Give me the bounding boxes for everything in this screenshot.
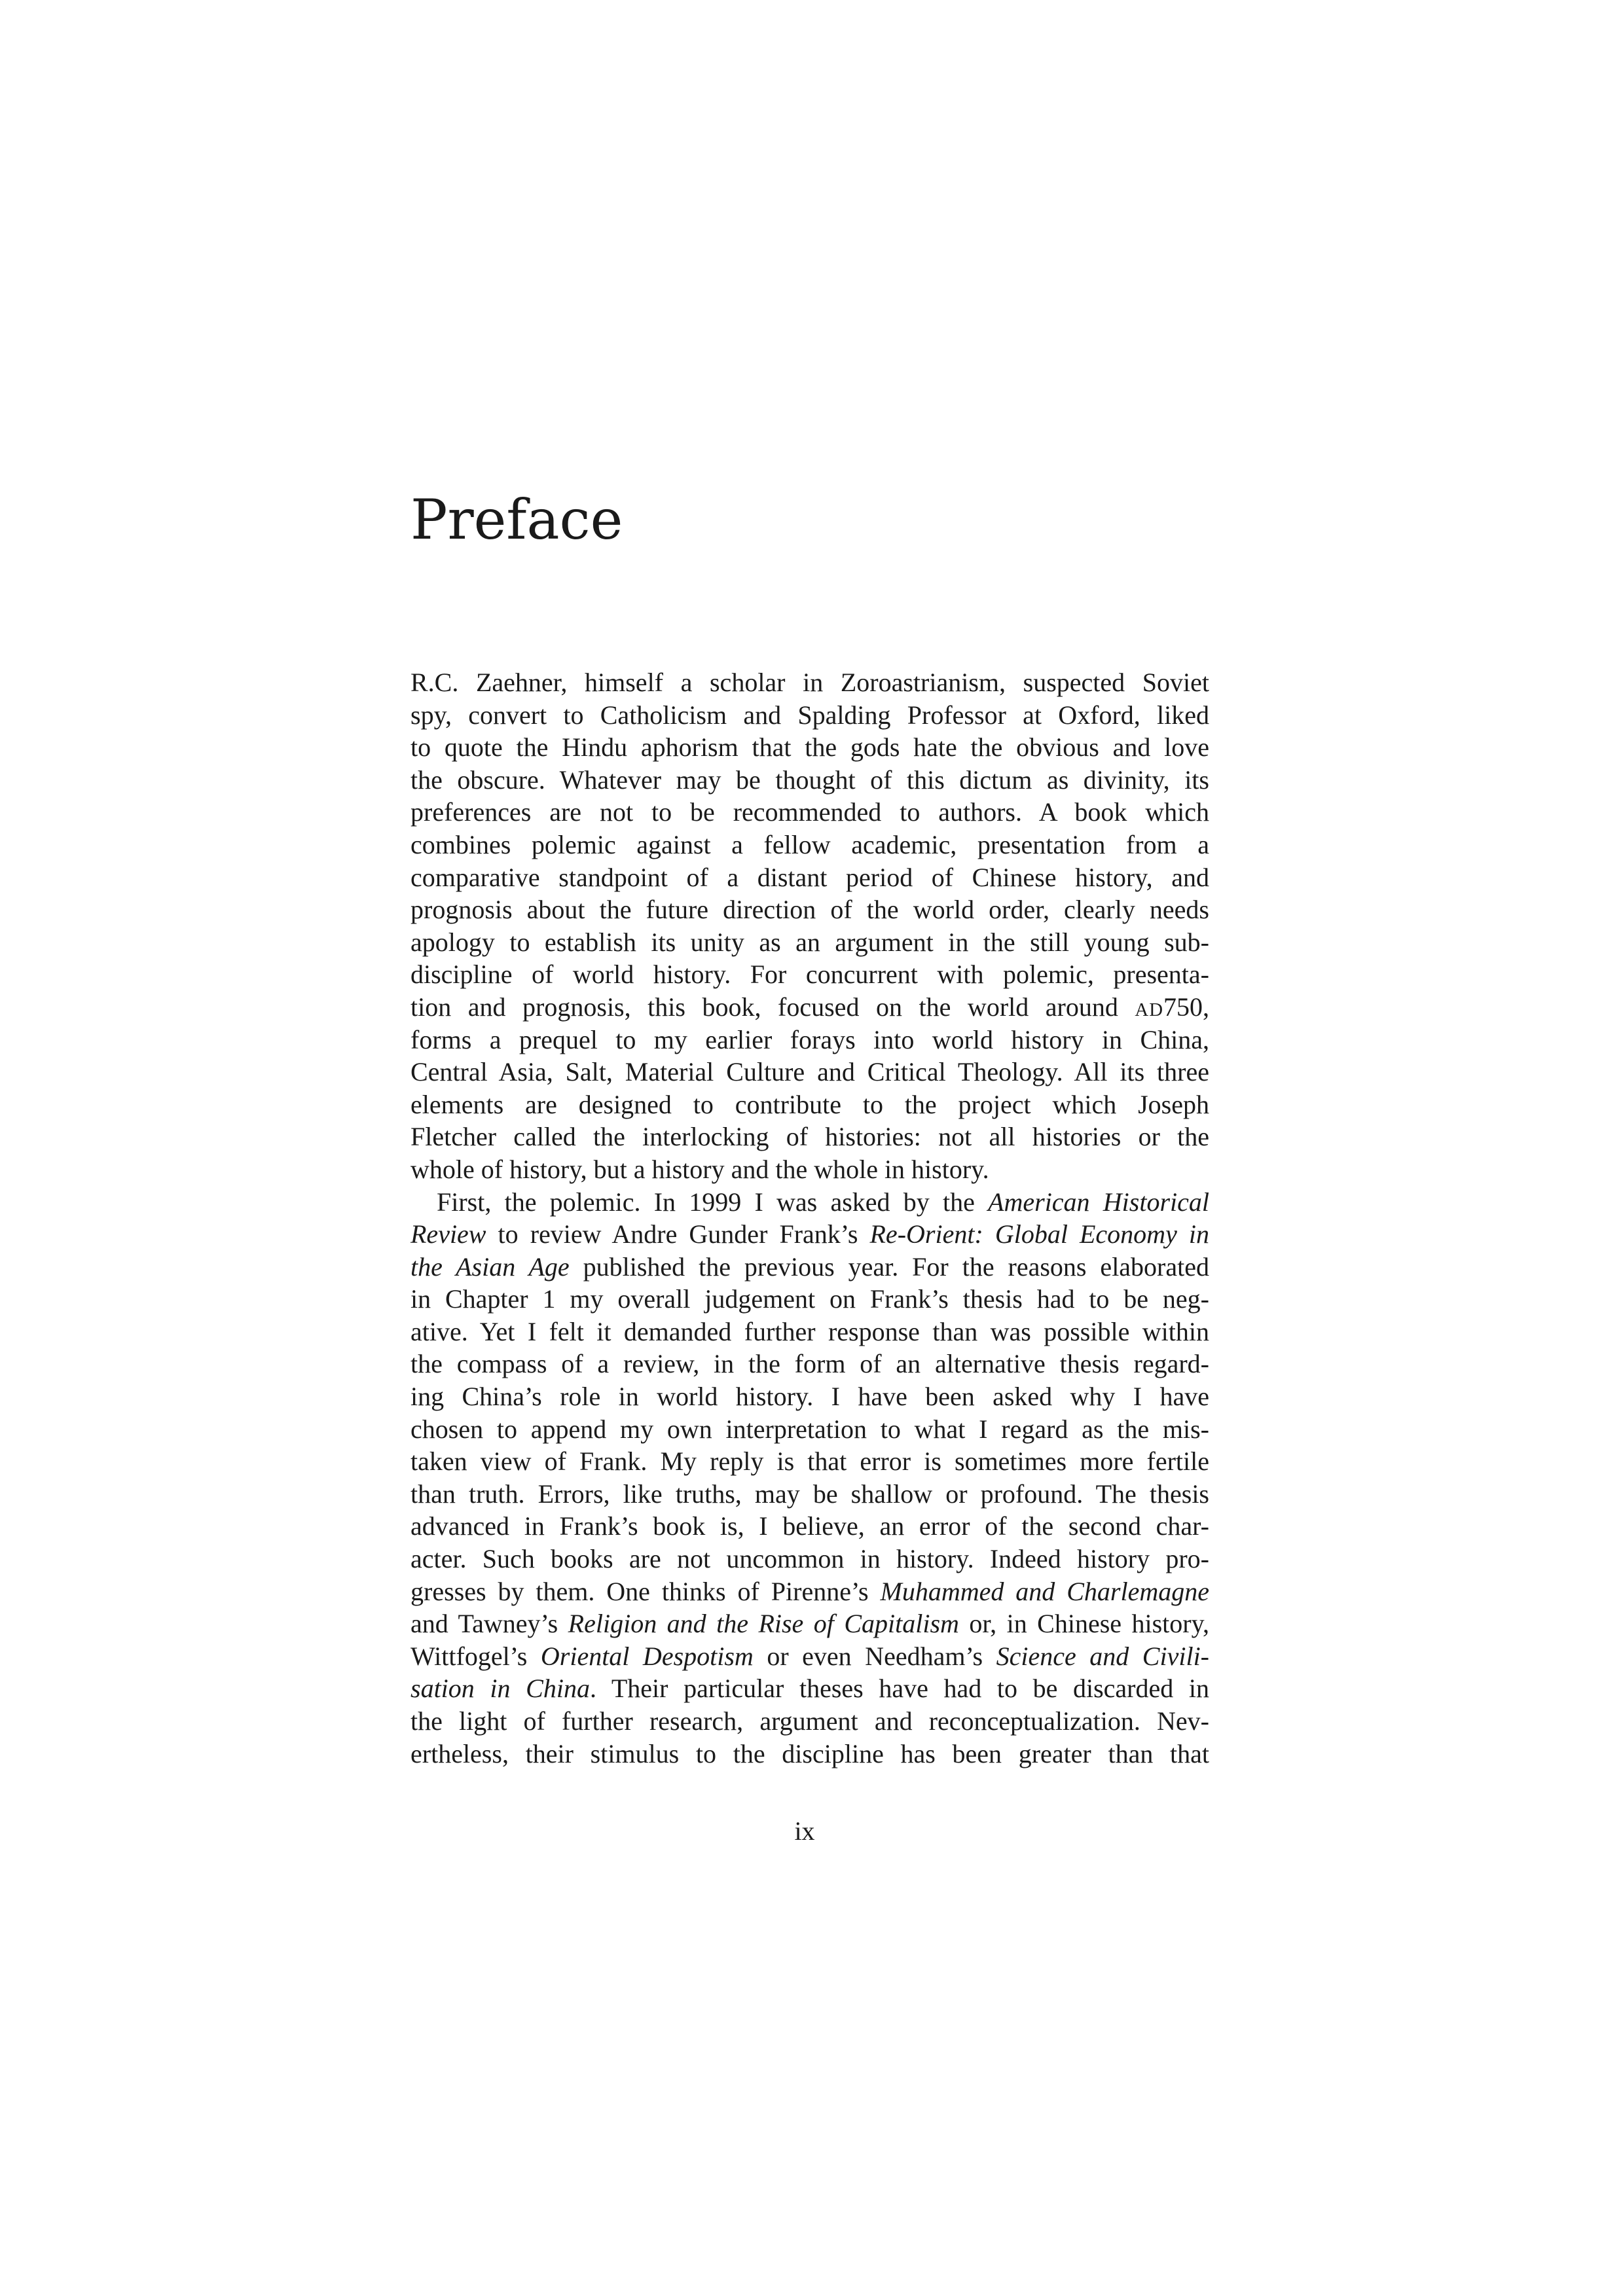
text-line: the obscure. Whatever may be thought of this dictum as divinity, its [410, 764, 1209, 795]
text-line: the compass of a review, in the form of an alternative thesis regard- [410, 1349, 1209, 1379]
text-line: comparative standpoint of a distant period of Chinese history, and [410, 862, 1209, 892]
text-line [410, 1575, 1209, 1608]
italic-title: American Historical [988, 1187, 1209, 1217]
italic-title: Religion and the Rise of Capitalism [568, 1609, 959, 1639]
text-line: in Chapter 1 my overall judgement on Frank’s thesis had to be neg- [410, 1284, 1209, 1314]
italic-title: Review [410, 1219, 486, 1249]
text-line [410, 1186, 1209, 1219]
text-line: prognosis about the future direction of the world order, clearly needs [410, 895, 1209, 925]
text-line: ertheless, their stimulus to the discipline has been greater than that [410, 1738, 1209, 1768]
text-line: taken view of Frank. My reply is that error is sometimes more fertile [410, 1446, 1209, 1477]
italic-title: Re-Orient: Global Economy in [869, 1219, 1209, 1249]
text-run: published the previous year. For the reasons elaborated [569, 1251, 1209, 1282]
text-run: or, in Chinese history, [958, 1609, 1209, 1639]
text-line: elements are designed to contribute to the project which Joseph [410, 1089, 1209, 1119]
paragraph-2 [410, 1186, 1209, 1770]
text-run: to review Andre Gunder Frank’s [486, 1219, 870, 1249]
page-number: ix [794, 1816, 815, 1846]
text-run: First, the polemic. In 1999 I was asked by the [437, 1187, 989, 1217]
text-line [410, 1251, 1209, 1283]
body-text [410, 666, 1209, 1770]
text-line: Fletcher called the interlocking of histories: not all histories or the [410, 1122, 1209, 1152]
text-line [410, 1607, 1209, 1640]
paragraph-1 [410, 666, 1209, 1186]
text-line: to quote the Hindu aphorism that the gods hate the obvious and love [410, 732, 1209, 762]
text-run: 750, [1163, 992, 1209, 1022]
text-run: Wittfogel’s [410, 1641, 541, 1671]
text-line [410, 991, 1209, 1024]
text-line: ative. Yet I felt it demanded further response than was possible within [410, 1316, 1209, 1346]
text-line [410, 1672, 1209, 1705]
italic-title: the Asian Age [410, 1251, 570, 1282]
text-line: R.C. Zaehner, himself a scholar in Zoroastrianism, suspected Soviet [410, 668, 1209, 697]
text-line: chosen to append my own interpretation to what I regard as the mis- [410, 1414, 1209, 1444]
text-run: . Their particular theses have had to be discarded in [589, 1674, 1209, 1704]
text-run: or even Needham’s [753, 1641, 996, 1671]
text-line: combines polemic against a fellow academic, presentation from a [410, 829, 1209, 859]
text-run: and Tawney’s [410, 1609, 568, 1639]
text-line: spy, convert to Catholicism and Spalding Professor at Oxford, liked [410, 700, 1209, 730]
text-line: acter. Such books are not uncommon in history. Indeed history pro- [410, 1544, 1209, 1574]
small-caps-era: AD [1135, 999, 1163, 1020]
text-line [410, 1640, 1209, 1673]
text-line [410, 1218, 1209, 1251]
italic-title: Muhammed and Charlemagne [880, 1576, 1209, 1606]
chapter-title: Preface [410, 488, 623, 552]
text-line: the light of further research, argument and reconceptualization. Nev- [410, 1706, 1209, 1736]
text-line: advanced in Frank’s book is, I believe, an error of the second char- [410, 1511, 1209, 1541]
text-line: forms a prequel to my earlier forays into world history in China, [410, 1024, 1209, 1054]
italic-title: Oriental Despotism [540, 1641, 754, 1671]
text-line: ing China’s role in world history. I have been asked why I have [410, 1382, 1209, 1412]
text-line: preferences are not to be recommended to authors. A book which [410, 797, 1209, 827]
italic-title: sation in China [410, 1674, 590, 1704]
text-line: whole of history, but a history and the whole in history. [410, 1154, 989, 1184]
text-line: Central Asia, Salt, Material Culture and Critical Theology. All its three [410, 1057, 1209, 1087]
italic-title: Science and Civili- [996, 1641, 1209, 1671]
text-line: apology to establish its unity as an argument in the still young sub- [410, 927, 1209, 957]
text-run: tion and prognosis, this book, focused on the world around [410, 992, 1135, 1022]
text-run: gresses by them. One thinks of Pirenne’s [410, 1576, 881, 1606]
text-line: than truth. Errors, like truths, may be shallow or profound. The thesis [410, 1479, 1209, 1509]
text-line: discipline of world history. For concurrent with polemic, presenta- [410, 960, 1209, 990]
